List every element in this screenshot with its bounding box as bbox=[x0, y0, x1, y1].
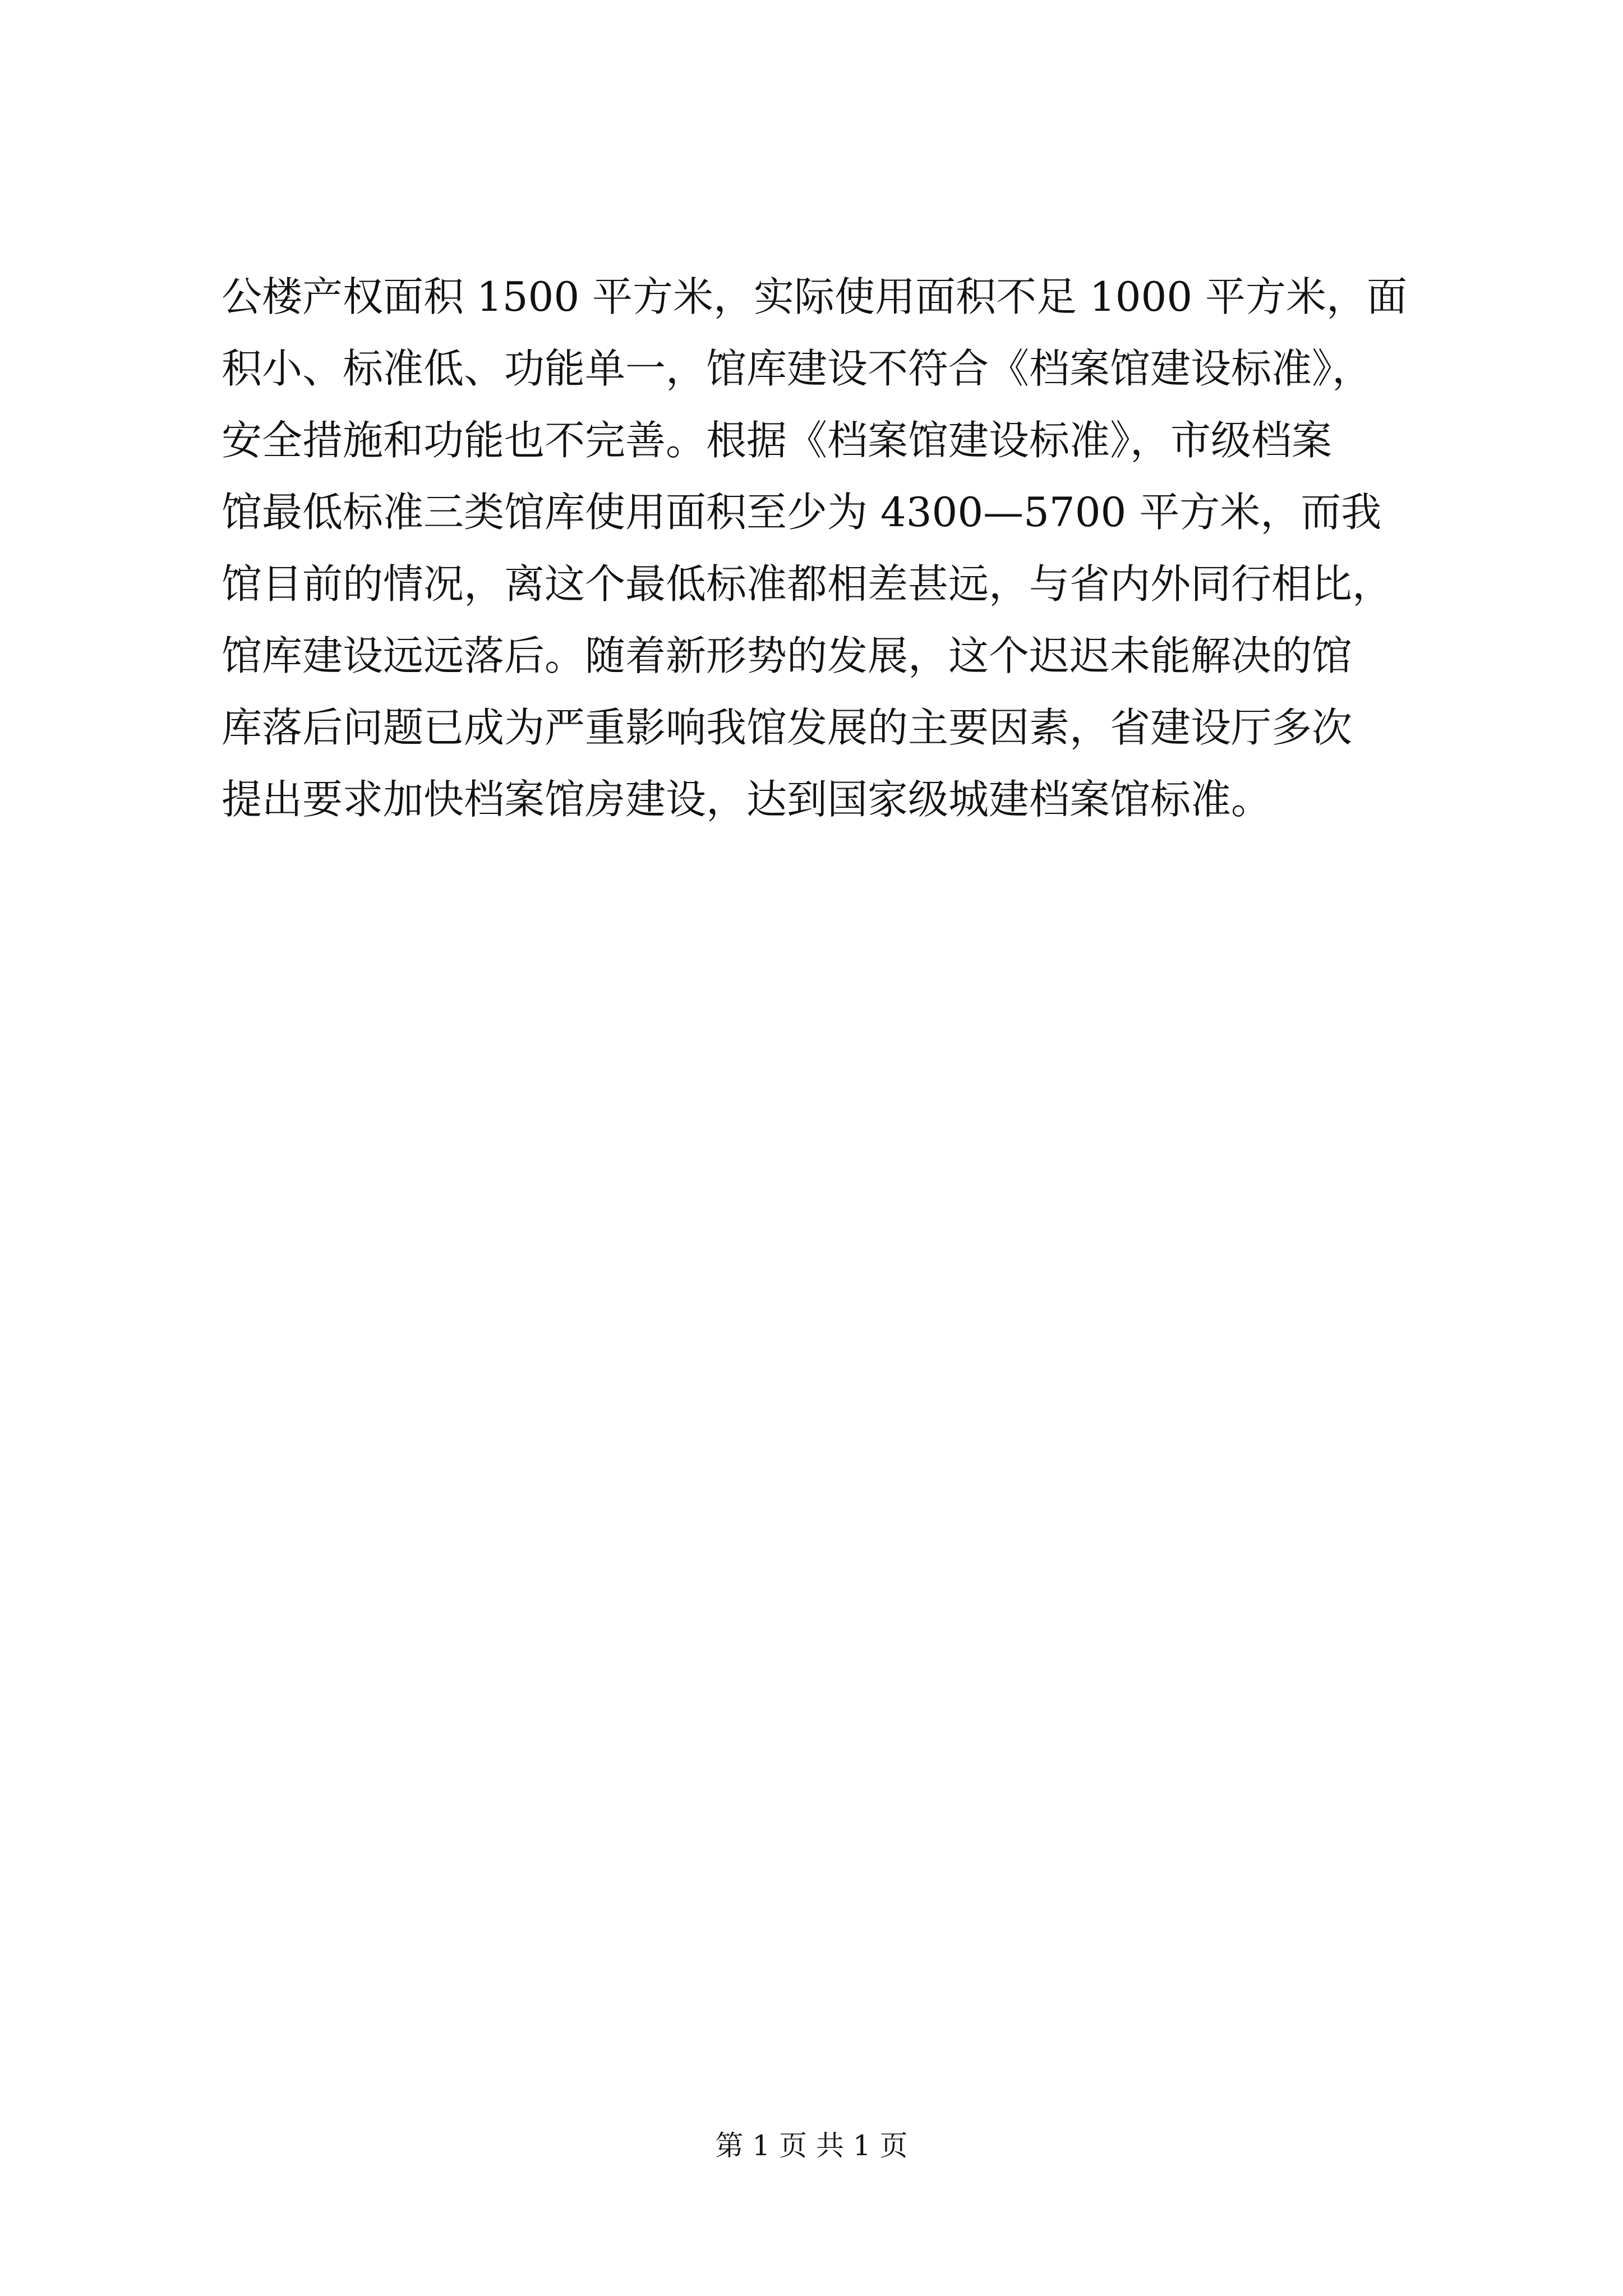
text-line: 馆目前的情况，离这个最低标准都相差甚远，与省内外同行相比， bbox=[222, 560, 1393, 608]
text-line: 积小、标准低、功能单一，馆库建设不符合《档案馆建设标准》， bbox=[222, 345, 1373, 392]
text-line: 公楼产权面积 1500 平方米，实际使用面积不足 1000 平方米，面 bbox=[222, 273, 1408, 320]
text-line: 馆最低标准三类馆库使用面积至少为 4300—5700 平方米，而我 bbox=[222, 489, 1382, 536]
page-number-footer: 第 1 页 共 1 页 bbox=[715, 2129, 908, 2162]
body-paragraph bbox=[222, 261, 1433, 835]
text-line: 提出要求加快档案馆房建设，达到国家级城建档案馆标准。 bbox=[222, 776, 1272, 823]
text-line: 库落后问题已成为严重影响我馆发展的主要因素，省建设厅多次 bbox=[222, 704, 1353, 751]
text-line: 馆库建设远远落后。随着新形势的发展，这个迟迟未能解决的馆 bbox=[222, 632, 1353, 679]
text-line: 安全措施和功能也不完善。根据《档案馆建设标准》，市级档案 bbox=[222, 417, 1332, 464]
